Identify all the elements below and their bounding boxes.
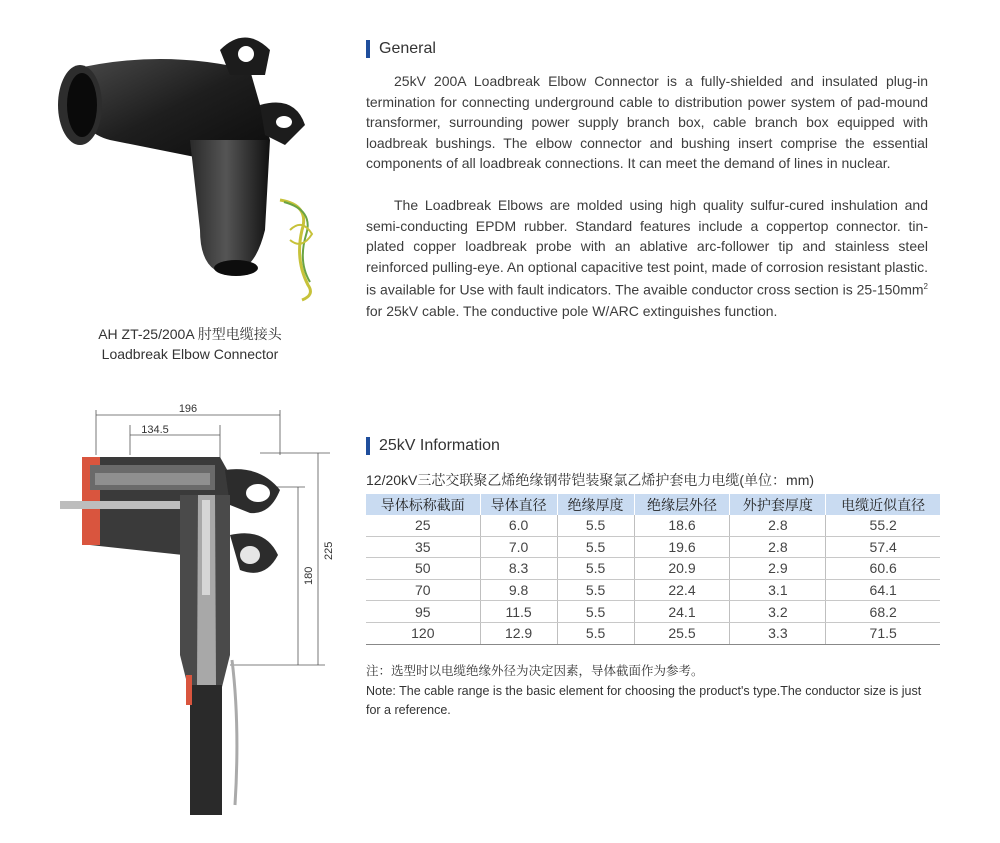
table-cell: 5.5 <box>557 536 634 558</box>
note-english: Note: The cable range is the basic element for choosing the product's type.The conductor size is just for a reference. <box>366 684 922 717</box>
general-section-header <box>366 40 436 58</box>
table-cell: 19.6 <box>634 536 730 558</box>
table-header-row <box>366 494 940 515</box>
table-cell: 35 <box>366 536 480 558</box>
table-cell: 8.3 <box>480 558 557 580</box>
table-cell: 3.1 <box>730 579 826 601</box>
product-name-caption: Loadbreak Elbow Connector <box>101 346 279 362</box>
table-cell: 11.5 <box>480 601 557 623</box>
table-cell: 5.5 <box>557 601 634 623</box>
table-cell: 5.5 <box>557 515 634 536</box>
dim-180-label: 180 <box>303 566 315 585</box>
section-accent-bar <box>366 40 370 58</box>
table-cell: 12.9 <box>480 622 557 644</box>
table-cell: 5.5 <box>557 558 634 580</box>
general-paragraph-2 <box>366 195 928 321</box>
dim-134-label: 134.5 <box>141 424 169 436</box>
table-row <box>366 579 940 601</box>
table-cell: 25 <box>366 515 480 536</box>
table-cell: 64.1 <box>826 579 940 601</box>
table-cell: 5.5 <box>557 579 634 601</box>
table-cell: 2.8 <box>730 515 826 536</box>
header-nominal-section: 导体标称截面 <box>366 494 480 515</box>
table-cell: 24.1 <box>634 601 730 623</box>
table-cell: 68.2 <box>826 601 940 623</box>
table-cell: 20.9 <box>634 558 730 580</box>
table-row <box>366 515 940 536</box>
table-title: 12/20kV三芯交联聚乙烯绝缘钢带铠装聚氯乙烯护套电力电缆(单位：mm) <box>366 472 815 488</box>
product-model-caption: AH ZT-25/200A 肘型电缆接头 <box>98 326 282 342</box>
header-insulation-thickness: 绝缘厚度 <box>557 494 634 515</box>
header-insulation-od: 绝缘层外径 <box>634 494 730 515</box>
table-cell: 18.6 <box>634 515 730 536</box>
header-conductor-diameter: 导体直径 <box>480 494 557 515</box>
table-cell: 120 <box>366 622 480 644</box>
table-row <box>366 601 940 623</box>
table-cell: 2.9 <box>730 558 826 580</box>
header-cable-diameter: 电缆近似直径 <box>826 494 940 515</box>
header-sheath-thickness: 外护套厚度 <box>730 494 826 515</box>
table-cell: 9.8 <box>480 579 557 601</box>
note-chinese: 注：选型时以电缆绝缘外径为决定因素，导体截面作为参考。 <box>366 664 704 678</box>
table-cell: 6.0 <box>480 515 557 536</box>
table-cell: 7.0 <box>480 536 557 558</box>
section-accent-bar <box>366 437 370 455</box>
technical-drawing <box>50 395 370 825</box>
general-paragraph-1 <box>366 71 928 174</box>
superscript-2: 2 <box>923 282 928 292</box>
table-cell: 22.4 <box>634 579 730 601</box>
dim-225-label: 225 <box>323 541 335 560</box>
table-cell: 3.3 <box>730 622 826 644</box>
table-cell: 2.8 <box>730 536 826 558</box>
table-row <box>366 536 940 558</box>
info-section-header <box>366 437 500 455</box>
cable-spec-table <box>366 494 940 645</box>
table-row <box>366 622 940 644</box>
table-cell: 55.2 <box>826 515 940 536</box>
table-cell: 70 <box>366 579 480 601</box>
info-title: 25kV Information <box>379 437 500 454</box>
dim-196-label: 196 <box>178 403 198 415</box>
general-title: General <box>379 40 436 57</box>
table-row <box>366 558 940 580</box>
product-photo <box>40 30 340 310</box>
general-paragraph-2-text-a: The Loadbreak Elbows are molded using high quality sulfur-cured inshulation and semi-conducting EPDM rubber. Standard features include a coppertop connector. tin-plated copper loadbreak probe with an ablative arc-follower tip and stainless steel reinforced pulling-eye. An optional capacitive test point, made of corrosion resistant plastic. is available for Use with fault indicators. The avaible conductor cross section is 25-150mm <box>366 197 928 299</box>
table-cell: 71.5 <box>826 622 940 644</box>
table-cell: 25.5 <box>634 622 730 644</box>
general-paragraph-1-text: 25kV 200A Loadbreak Elbow Connector is a fully-shielded and insulated plug-in termination for connecting underground cable to distribution power system of pad-mound transformer, surrounding power supply branch box, cable branch box equipped with loadbreak bushings. The elbow connector and bushing insert comprise the essential components of all loadbreak connections. It can meet the demand of lines in nuclear. <box>366 73 928 172</box>
table-cell: 5.5 <box>557 622 634 644</box>
table-cell: 50 <box>366 558 480 580</box>
table-cell: 95 <box>366 601 480 623</box>
table-cell: 60.6 <box>826 558 940 580</box>
table-cell: 57.4 <box>826 536 940 558</box>
table-cell: 3.2 <box>730 601 826 623</box>
general-paragraph-2-text-b: for 25kV cable. The conductive pole W/ARC extinguishes function. <box>366 302 778 319</box>
